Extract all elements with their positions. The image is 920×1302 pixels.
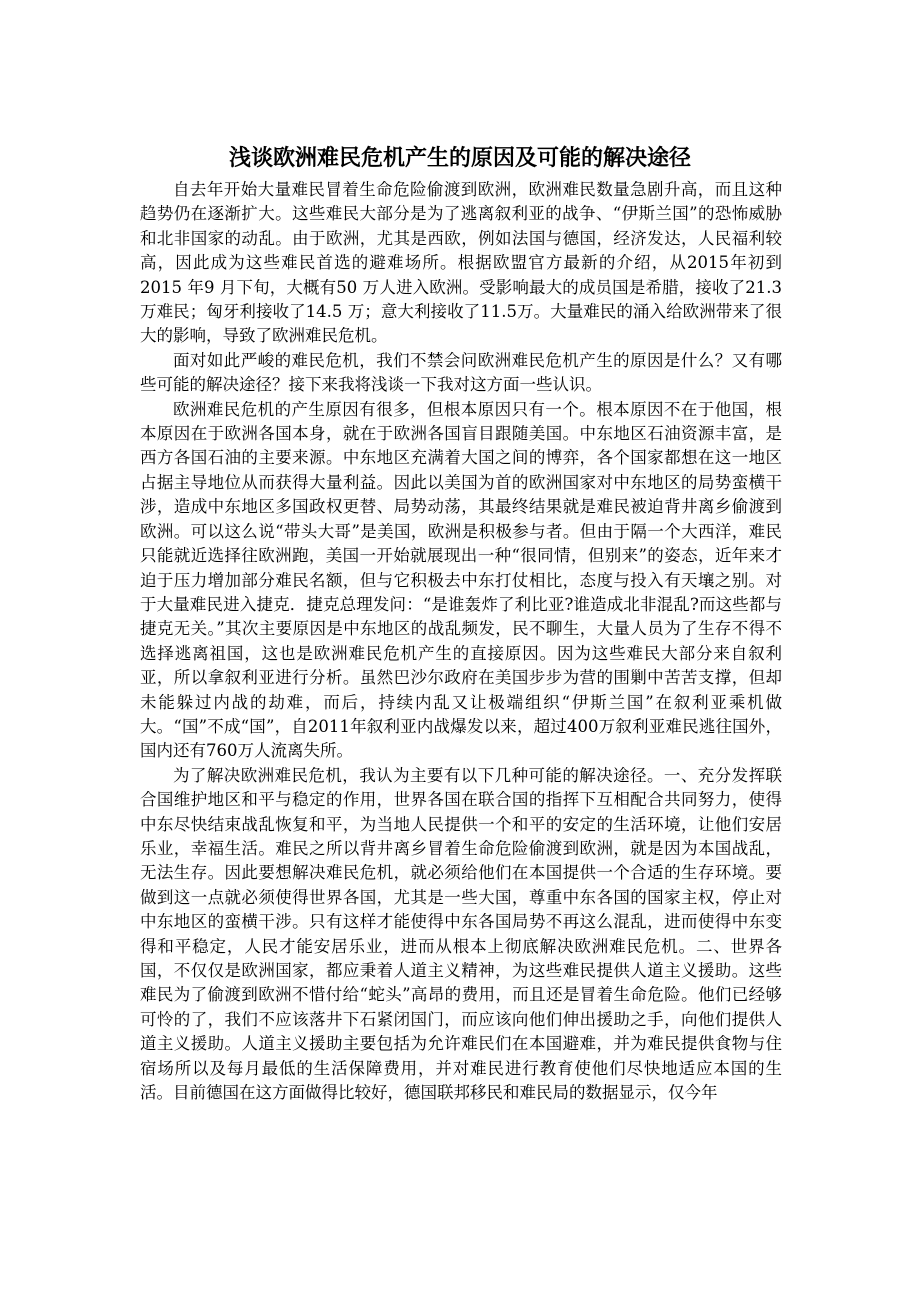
document-title: 浅谈欧洲难民危机产生的原因及可能的解决途径 bbox=[228, 145, 691, 171]
paragraph-4: 为了解决欧洲难民危机，我认为主要有以下几种可能的解决途径。一、充分发挥联合国维护地区和平与稳定的作用，世界各国在联合国的指挥下互相配合共同努力，使得中东尽快结束战乱恢复和平，为当地人民提供一个和平的安定的生活环境，让他们安居乐业，幸福生活。难民之所以背井离乡冒着生命危险偷渡到欧洲，就是因为本国战乱，无法生存。因此要想解决难民危机，就必须给他们在本国提供一个合适的生存环境。要做到这一点就必须使得世界各国，尤其是一些大国，尊重中东各国的国家主权，停止对中东地区的蛮横干涉。只有这样才能使得中东各国局势不再这么混乱，进而使得中东变得和平稳定，人民才能安居乐业，进而从根本上彻底解决欧洲难民危机。二、世界各国，不仅仅是欧洲国家，都应秉着人道主义精神，为这些难民提供人道主义援助。这些难民为了偷渡到欧洲不惜付给“蛇头”高昂的费用，而且还是冒着生命危险。他们已经够可怜的了，我们不应该落井下石紧闭国门，而应该向他们伸出援助之手，向他们提供人道主义援助。人道主义援助主要包括为允许难民们在本国避难，并为难民提供食物与住宿场所以及每月最低的生活保障费用，并对难民进行教育使他们尽快地适应本国的生活。目前德国在这方面做得比较好，德国联邦移民和难民局的数据显示，仅今年 bbox=[140, 765, 782, 1103]
paragraph-3: 欧洲难民危机的产生原因有很多，但根本原因只有一个。根本原因不在于他国，根本原因在于欧洲各国本身，就在于欧洲各国盲目跟随美国。中东地区石油资源丰富，是西方各国石油的主要来源。中东地区充满着大国之间的博弈，各个国家都想在这一地区占据主导地位从而获得大量利益。因此以美国为首的欧洲国家对中东地区的局势蛮横干涉，造成中东地区多国政权更替、局势动荡，其最终结果就是难民被迫背井离乡偷渡到欧洲。可以这么说“带头大哥”是美国，欧洲是积极参与者。但由于隔一个大西洋，难民只能就近选择往欧洲跑，美国一开始就展现出一种“很同情，但别来”的姿态，近年来才迫于压力增加部分难民名额，但与它积极去中东打仗相比，态度与投入有天壤之别。对于大量难民进入捷克．捷克总理发问：“是谁轰炸了利比亚?谁造成北非混乱?而这些都与捷克无关。”其次主要原因是中东地区的战乱频发，民不聊生，大量人员为了生存不得不选择逃离祖国，这也是欧洲难民危机产生的直接原因。因为这些难民大部分来自叙利亚，所以拿叙利亚进行分析。虽然巴沙尔政府在美国步步为营的围剿中苦苦支撑，但却未能躲过内战的劫难，而后，持续内乱又让极端组织“伊斯兰国”在叙利亚乘机做大。“国”不成“国”，自2011年叙利亚内战爆发以来，超过400万叙利亚难民逃往国外，国内还有760万人流离失所。 bbox=[140, 399, 782, 761]
paragraph-1: 自去年开始大量难民冒着生命危险偷渡到欧洲，欧洲难民数量急剧升高，而且这种趋势仍在逐渐扩大。这些难民大部分是为了逃离叙利亚的战争、“伊斯兰国”的恐怖威胁和北非国家的动乱。由于欧洲，尤其是西欧，例如法国与德国，经济发达，人民福利较高，因此成为这些难民首选的避难场所。根据欧盟官方最新的介绍，从2015年初到2015 年9 月下旬，大概有50 万人进入欧洲。受影响最大的成员国是希腊，接收了21.3 万难民；匈牙利接收了14.5 万；意大利接收了11.5万。大量难民的涌入给欧洲带来了很大的影响，导致了欧洲难民危机。 bbox=[140, 180, 782, 346]
document-body bbox=[140, 178, 782, 1105]
paragraph-2: 面对如此严峻的难民危机，我们不禁会问欧洲难民危机产生的原因是什么？又有哪些可能的解决途径？接下来我将浅谈一下我对这方面一些认识。 bbox=[140, 350, 782, 395]
